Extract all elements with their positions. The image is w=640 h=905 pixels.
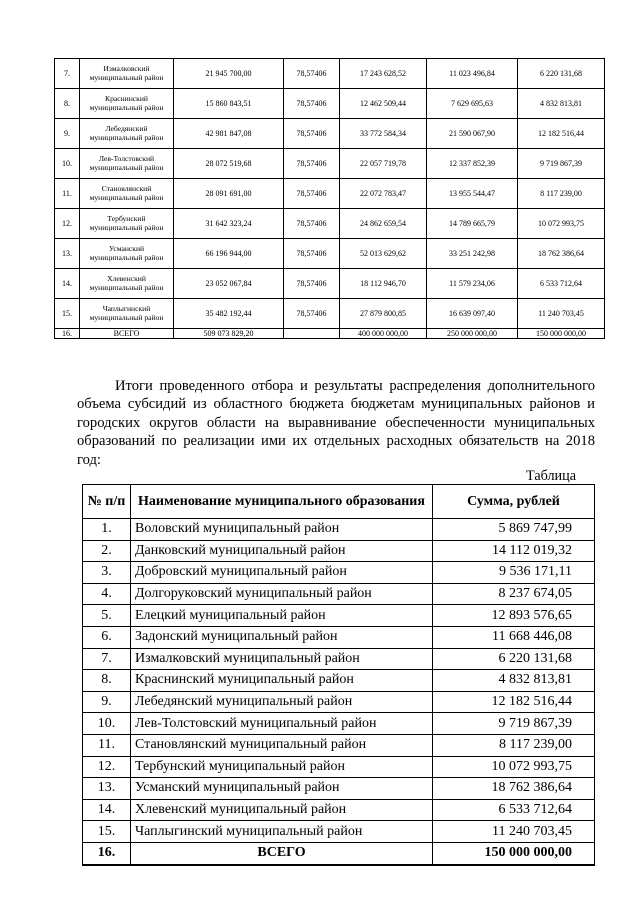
- subsidy-sum: 4 832 813,81: [433, 670, 595, 692]
- total-amount: 31 642 323,24: [174, 209, 284, 239]
- total-amount-col-3: 150 000 000,00: [518, 329, 605, 339]
- municipality-name: Долгоруковский муниципальный район: [131, 583, 433, 605]
- municipality-name: Тербунский муниципальный район: [131, 756, 433, 778]
- row-number: 11.: [83, 734, 131, 756]
- municipality-name: Елецкий муниципальный район: [131, 605, 433, 627]
- subsidy-sum: 18 762 386,64: [433, 778, 595, 800]
- amount-col-1: 22 057 719,78: [340, 149, 427, 179]
- table-row: [55, 89, 605, 119]
- total-amount: 21 945 700,00: [174, 59, 284, 89]
- municipality-name: Измалковский муниципальный район: [80, 59, 174, 89]
- row-number: 5.: [83, 605, 131, 627]
- amount-col-3: 11 240 703,45: [518, 299, 605, 329]
- amount-col-2: 13 955 544,47: [427, 179, 518, 209]
- coefficient: 78,57406: [284, 209, 340, 239]
- table-row: [55, 59, 605, 89]
- row-number: 8.: [83, 670, 131, 692]
- amount-col-1: 27 879 800,85: [340, 299, 427, 329]
- row-number: 11.: [55, 179, 80, 209]
- amount-col-2: 21 590 067,90: [427, 119, 518, 149]
- coefficient: 78,57406: [284, 299, 340, 329]
- table-row: [55, 209, 605, 239]
- row-number: 13.: [55, 239, 80, 269]
- subsidy-sum: 6 533 712,64: [433, 799, 595, 821]
- amount-col-3: 8 117 239,00: [518, 179, 605, 209]
- amount-col-1: 24 862 659,54: [340, 209, 427, 239]
- amount-col-2: 33 251 242,98: [427, 239, 518, 269]
- coefficient: 78,57406: [284, 149, 340, 179]
- amount-col-3: 10 072 993,75: [518, 209, 605, 239]
- row-number: 2.: [83, 540, 131, 562]
- row-number: 9.: [55, 119, 80, 149]
- amount-col-3: 9 719 867,39: [518, 149, 605, 179]
- row-number: 7.: [83, 648, 131, 670]
- municipality-name: Лебедянский муниципальный район: [80, 119, 174, 149]
- amount-col-3: 18 762 386,64: [518, 239, 605, 269]
- amount-col-3: 4 832 813,81: [518, 89, 605, 119]
- subsidy-sum: 9 536 171,11: [433, 562, 595, 584]
- table-row: [83, 821, 595, 843]
- total-total-amount: 509 073 829,20: [174, 329, 284, 339]
- table-row: [83, 583, 595, 605]
- table-row: [83, 626, 595, 648]
- table-row: [55, 239, 605, 269]
- row-number: 14.: [55, 269, 80, 299]
- results-paragraph: [77, 377, 595, 470]
- total-amount: 35 482 192,44: [174, 299, 284, 329]
- total-row-number: 16.: [55, 329, 80, 339]
- municipality-name: Усманский муниципальный район: [131, 778, 433, 800]
- municipality-name: Хлевенский муниципальный район: [131, 799, 433, 821]
- row-number: 3.: [83, 562, 131, 584]
- total-amount: 23 052 067,84: [174, 269, 284, 299]
- row-number: 12.: [83, 756, 131, 778]
- row-number: 4.: [83, 583, 131, 605]
- row-number: 14.: [83, 799, 131, 821]
- total-amount-col-1: 400 000 000,00: [340, 329, 427, 339]
- row-number: 7.: [55, 59, 80, 89]
- coefficient: 78,57406: [284, 269, 340, 299]
- subsidy-sum: 12 893 576,65: [433, 605, 595, 627]
- table-row: [83, 691, 595, 713]
- top-distribution-table: [54, 58, 605, 339]
- main-table-body: [83, 519, 595, 865]
- subsidy-sum: 5 869 747,99: [433, 519, 595, 541]
- table-caption: Таблица: [526, 468, 577, 484]
- amount-col-2: 11 579 234,06: [427, 269, 518, 299]
- amount-col-1: 22 072 783,47: [340, 179, 427, 209]
- total-amount: 28 072 519,68: [174, 149, 284, 179]
- municipality-name: Воловский муниципальный район: [131, 519, 433, 541]
- subsidy-sum: 9 719 867,39: [433, 713, 595, 735]
- row-number: 15.: [83, 821, 131, 843]
- table-row: [83, 799, 595, 821]
- subsidy-sum: 8 237 674,05: [433, 583, 595, 605]
- amount-col-2: 11 023 496,84: [427, 59, 518, 89]
- row-number: 13.: [83, 778, 131, 800]
- municipality-name: Измалковский муниципальный район: [131, 648, 433, 670]
- municipality-name: Тербунский муниципальный район: [80, 209, 174, 239]
- subsidy-sum: 11 668 446,08: [433, 626, 595, 648]
- total-amount: 28 091 691,00: [174, 179, 284, 209]
- subsidy-sum: 8 117 239,00: [433, 734, 595, 756]
- coefficient: 78,57406: [284, 239, 340, 269]
- total-municipality-name: ВСЕГО: [80, 329, 174, 339]
- table-row: [55, 179, 605, 209]
- municipality-name: Хлевенский муниципальный район: [80, 269, 174, 299]
- main-table-header: [83, 485, 595, 519]
- total-amount: 15 860 843,51: [174, 89, 284, 119]
- header-sum: Сумма, рублей: [433, 485, 595, 519]
- table-row: [83, 562, 595, 584]
- municipality-name: Становлянский муниципальный район: [131, 734, 433, 756]
- row-number: 1.: [83, 519, 131, 541]
- table-row: [55, 269, 605, 299]
- row-number: 8.: [55, 89, 80, 119]
- coefficient: 78,57406: [284, 89, 340, 119]
- municipality-name: Данковский муниципальный район: [131, 540, 433, 562]
- amount-col-1: 18 112 946,70: [340, 269, 427, 299]
- header-row: [83, 485, 595, 519]
- subsidy-result-table: [82, 484, 595, 866]
- municipality-name: Добровский муниципальный район: [131, 562, 433, 584]
- table-row: [83, 713, 595, 735]
- table-row: [83, 734, 595, 756]
- table-row: [83, 605, 595, 627]
- table-row: [55, 149, 605, 179]
- amount-col-1: 17 243 628,52: [340, 59, 427, 89]
- subsidy-sum: 14 112 019,32: [433, 540, 595, 562]
- header-name: Наименование муниципального образования: [131, 485, 433, 519]
- total-amount-col-2: 250 000 000,00: [427, 329, 518, 339]
- municipality-name: Лебедянский муниципальный район: [131, 691, 433, 713]
- municipality-name: Лев-Толстовский муниципальный район: [80, 149, 174, 179]
- row-number: 6.: [83, 626, 131, 648]
- municipality-name: Краснинский муниципальный район: [80, 89, 174, 119]
- subsidy-sum: 11 240 703,45: [433, 821, 595, 843]
- amount-col-1: 33 772 584,34: [340, 119, 427, 149]
- amount-col-3: 6 533 712,64: [518, 269, 605, 299]
- amount-col-2: 7 629 695,63: [427, 89, 518, 119]
- row-number: 10.: [55, 149, 80, 179]
- row-number: 9.: [83, 691, 131, 713]
- total-row: [83, 842, 595, 864]
- subsidy-sum: 6 220 131,68: [433, 648, 595, 670]
- amount-col-1: 12 462 509,44: [340, 89, 427, 119]
- municipality-name: Чаплыгинский муниципальный район: [80, 299, 174, 329]
- amount-col-3: 12 182 516,44: [518, 119, 605, 149]
- table-row: [83, 540, 595, 562]
- subsidy-sum: 10 072 993,75: [433, 756, 595, 778]
- total-subsidy-sum: 150 000 000,00: [433, 842, 595, 864]
- header-num: № п/п: [83, 485, 131, 519]
- amount-col-2: 14 789 665,79: [427, 209, 518, 239]
- total-row-number: 16.: [83, 842, 131, 864]
- total-municipality-name: ВСЕГО: [131, 842, 433, 864]
- top-table-body: [55, 59, 605, 339]
- municipality-name: Задонский муниципальный район: [131, 626, 433, 648]
- amount-col-2: 12 337 852,39: [427, 149, 518, 179]
- amount-col-3: 6 220 131,68: [518, 59, 605, 89]
- coefficient: 78,57406: [284, 179, 340, 209]
- table-row: [83, 519, 595, 541]
- total-amount: 42 981 847,08: [174, 119, 284, 149]
- municipality-name: Краснинский муниципальный район: [131, 670, 433, 692]
- row-number: 15.: [55, 299, 80, 329]
- row-number: 12.: [55, 209, 80, 239]
- municipality-name: Чаплыгинский муниципальный район: [131, 821, 433, 843]
- table-row: [83, 648, 595, 670]
- table-row: [83, 756, 595, 778]
- subsidy-sum: 12 182 516,44: [433, 691, 595, 713]
- row-number: 10.: [83, 713, 131, 735]
- coefficient: 78,57406: [284, 119, 340, 149]
- coefficient: 78,57406: [284, 59, 340, 89]
- total-row: [55, 329, 605, 339]
- municipality-name: Становлянский муниципальный район: [80, 179, 174, 209]
- municipality-name: Лев-Толстовский муниципальный район: [131, 713, 433, 735]
- table-row: [83, 670, 595, 692]
- total-coefficient: [284, 329, 340, 339]
- amount-col-1: 52 013 629,62: [340, 239, 427, 269]
- municipality-name: Усманский муниципальный район: [80, 239, 174, 269]
- table-row: [55, 299, 605, 329]
- table-row: [83, 778, 595, 800]
- paragraph-text: Итоги проведенного отбора и результаты распределения дополнительного объема субсидий из областного бюджета бюджетам муниципальных районов и городских округов области на выравнивание обеспеченности муниципальных образований по реализации ими их отдельных расходных обязательств на 2018 год:: [77, 377, 595, 468]
- total-amount: 66 196 944,00: [174, 239, 284, 269]
- amount-col-2: 16 639 097,40: [427, 299, 518, 329]
- table-row: [55, 119, 605, 149]
